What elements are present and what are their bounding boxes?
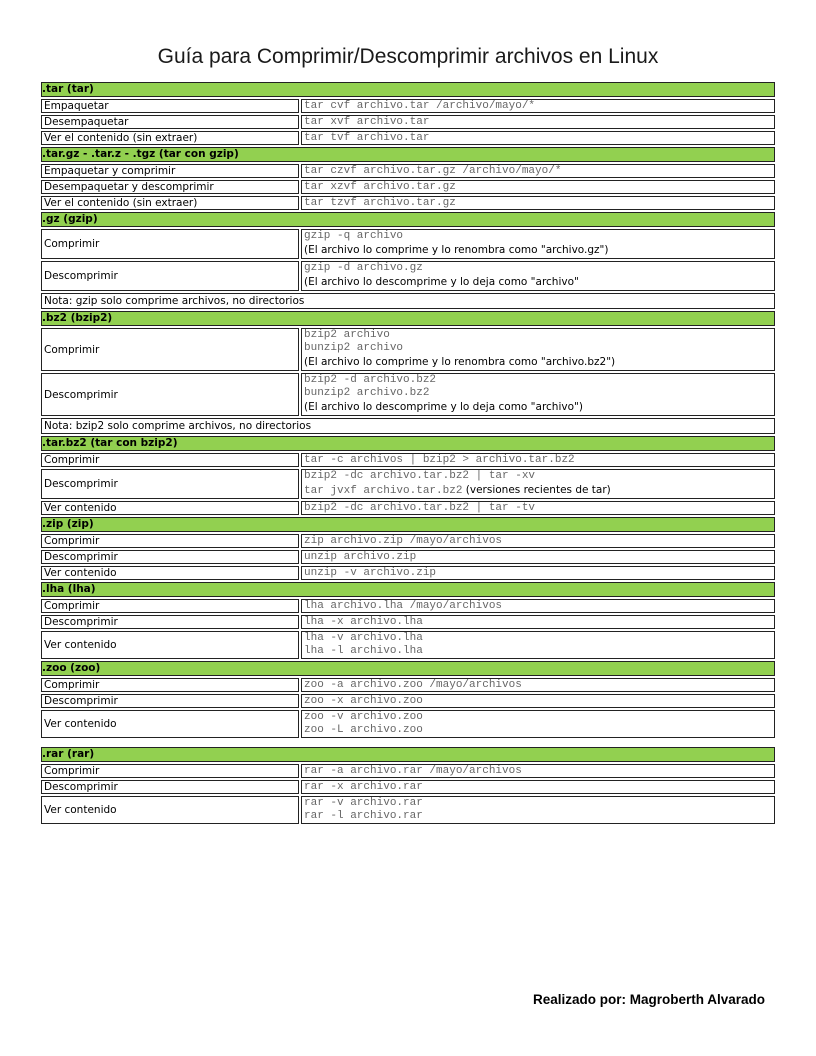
row-label: Desempaquetar y descomprimir	[41, 180, 299, 194]
command-note: (El archivo lo descomprime y lo deja como "archivo"	[304, 276, 579, 288]
row-label: Comprimir	[41, 328, 299, 371]
section-header: .zip (zip)	[41, 517, 775, 532]
command-note: (El archivo lo comprime y lo renombra como "archivo.bz2")	[304, 356, 616, 368]
command-cell	[301, 550, 775, 564]
command-cell	[301, 764, 775, 778]
command-cell	[301, 328, 775, 371]
command-text: rar -l archivo.rar	[304, 810, 423, 822]
section-footnote: Nota: bzip2 solo comprime archivos, no directorios	[41, 418, 775, 434]
command-text: tar czvf archivo.tar.gz /archivo/mayo/*	[304, 164, 562, 177]
command-cell	[301, 710, 775, 738]
command-text: lha -l archivo.lha	[304, 645, 423, 657]
command-cell	[301, 196, 775, 210]
command-cell	[301, 796, 775, 824]
table-row	[41, 599, 775, 613]
row-label: Ver contenido	[41, 501, 299, 515]
section-header: .zoo (zoo)	[41, 661, 775, 676]
command-cell	[301, 99, 775, 113]
command-table	[41, 82, 775, 826]
command-text: bzip2 -dc archivo.tar.bz2 | tar -xv	[304, 470, 536, 482]
command-text: bzip2 -d archivo.bz2	[304, 374, 437, 386]
row-label: Empaquetar y comprimir	[41, 164, 299, 178]
command-text: rar -x archivo.rar	[304, 780, 423, 793]
command-text: zip archivo.zip /mayo/archivos	[304, 534, 503, 547]
command-cell	[301, 261, 775, 291]
row-label: Descomprimir	[41, 261, 299, 291]
command-text: tar -c archivos | bzip2 > archivo.tar.bz2	[304, 453, 575, 466]
row-label: Comprimir	[41, 764, 299, 778]
command-text: unzip -v archivo.zip	[304, 566, 437, 579]
section-header: .tar.gz - .tar.z - .tgz (tar con gzip)	[41, 147, 775, 162]
row-label: Comprimir	[41, 229, 299, 259]
table-row	[41, 99, 775, 113]
row-label: Desempaquetar	[41, 115, 299, 129]
command-cell	[301, 566, 775, 580]
section-header: .rar (rar)	[41, 747, 775, 762]
command-note: (El archivo lo descomprime y lo deja como "archivo")	[304, 401, 583, 413]
table-row	[41, 164, 775, 178]
table-row	[41, 631, 775, 659]
command-text: zoo -a archivo.zoo /mayo/archivos	[304, 678, 522, 691]
command-text: bzip2 archivo	[304, 329, 390, 341]
command-text: zoo -v archivo.zoo	[304, 711, 423, 723]
command-cell	[301, 164, 775, 178]
command-text: tar tzvf archivo.tar.gz	[304, 196, 456, 209]
table-row	[41, 180, 775, 194]
command-text: gzip -q archivo	[304, 230, 404, 242]
command-text: tar xvf archivo.tar	[304, 115, 430, 128]
footnote-row	[41, 418, 775, 434]
table-row	[41, 534, 775, 548]
section-header: .tar.bz2 (tar con bzip2)	[41, 436, 775, 451]
row-label: Comprimir	[41, 534, 299, 548]
row-label: Descomprimir	[41, 615, 299, 629]
table-row	[41, 764, 775, 778]
row-label: Comprimir	[41, 453, 299, 467]
command-text: lha -v archivo.lha	[304, 632, 423, 644]
table-row	[41, 678, 775, 692]
section-header: .lha (lha)	[41, 582, 775, 597]
row-label: Descomprimir	[41, 694, 299, 708]
command-cell	[301, 501, 775, 515]
section-header: .bz2 (bzip2)	[41, 311, 775, 326]
table-row	[41, 469, 775, 499]
row-label: Descomprimir	[41, 469, 299, 499]
row-label: Descomprimir	[41, 780, 299, 794]
command-cell	[301, 229, 775, 259]
command-cell	[301, 373, 775, 416]
command-cell	[301, 115, 775, 129]
row-label: Comprimir	[41, 678, 299, 692]
row-label: Ver contenido	[41, 631, 299, 659]
table-row	[41, 115, 775, 129]
table-row	[41, 710, 775, 738]
command-text: zoo -x archivo.zoo	[304, 694, 423, 707]
section-header: .tar (tar)	[41, 82, 775, 97]
row-label: Empaquetar	[41, 99, 299, 113]
command-note: (versiones recientes de tar)	[462, 484, 611, 496]
command-text: tar cvf archivo.tar /archivo/mayo/*	[304, 99, 536, 112]
command-cell	[301, 599, 775, 613]
table-row	[41, 694, 775, 708]
command-text: lha -x archivo.lha	[304, 615, 423, 628]
page-title: Guía para Comprimir/Descomprimir archivos en Linux	[157, 45, 659, 68]
command-cell	[301, 453, 775, 467]
table-row	[41, 501, 775, 515]
row-label: Ver contenido	[41, 796, 299, 824]
command-text: tar xzvf archivo.tar.gz	[304, 180, 456, 193]
section-footnote: Nota: gzip solo comprime archivos, no directorios	[41, 293, 775, 309]
section-gap	[41, 740, 775, 747]
author-credit: Realizado por: Magroberth Alvarado	[532, 992, 765, 1007]
table-row	[41, 780, 775, 794]
command-cell	[301, 780, 775, 794]
table-row	[41, 796, 775, 824]
command-cell	[301, 694, 775, 708]
table-row	[41, 373, 775, 416]
command-text: rar -a archivo.rar /mayo/archivos	[304, 764, 522, 777]
row-label: Descomprimir	[41, 373, 299, 416]
row-label: Ver contenido	[41, 710, 299, 738]
command-text: rar -v archivo.rar	[304, 797, 423, 809]
row-label: Ver contenido	[41, 566, 299, 580]
table-row	[41, 196, 775, 210]
command-cell	[301, 180, 775, 194]
command-text: lha archivo.lha /mayo/archivos	[304, 599, 503, 612]
command-cell	[301, 131, 775, 145]
command-cell	[301, 631, 775, 659]
command-text: tar tvf archivo.tar	[304, 131, 430, 144]
command-text: bunzip2 archivo.bz2	[304, 387, 430, 399]
command-text: unzip archivo.zip	[304, 550, 417, 563]
section-header: .gz (gzip)	[41, 212, 775, 227]
row-label: Ver el contenido (sin extraer)	[41, 131, 299, 145]
command-cell	[301, 678, 775, 692]
row-label: Descomprimir	[41, 550, 299, 564]
command-cell	[301, 469, 775, 499]
row-label: Ver el contenido (sin extraer)	[41, 196, 299, 210]
table-row	[41, 615, 775, 629]
table-row	[41, 566, 775, 580]
command-text	[304, 483, 774, 498]
table-row	[41, 328, 775, 371]
table-row	[41, 131, 775, 145]
table-row	[41, 261, 775, 291]
command-text: bunzip2 archivo	[304, 342, 404, 354]
command-note: (El archivo lo comprime y lo renombra como "archivo.gz")	[304, 244, 609, 256]
footnote-row	[41, 293, 775, 309]
command-code: tar jvxf archivo.tar.bz2	[304, 485, 463, 497]
table-row	[41, 453, 775, 467]
table-row	[41, 550, 775, 564]
command-text: bzip2 -dc archivo.tar.bz2 | tar -tv	[304, 501, 536, 514]
table-row	[41, 229, 775, 259]
command-text: zoo -L archivo.zoo	[304, 724, 423, 736]
command-text: gzip -d archivo.gz	[304, 262, 423, 274]
command-cell	[301, 534, 775, 548]
command-cell	[301, 615, 775, 629]
row-label: Comprimir	[41, 599, 299, 613]
